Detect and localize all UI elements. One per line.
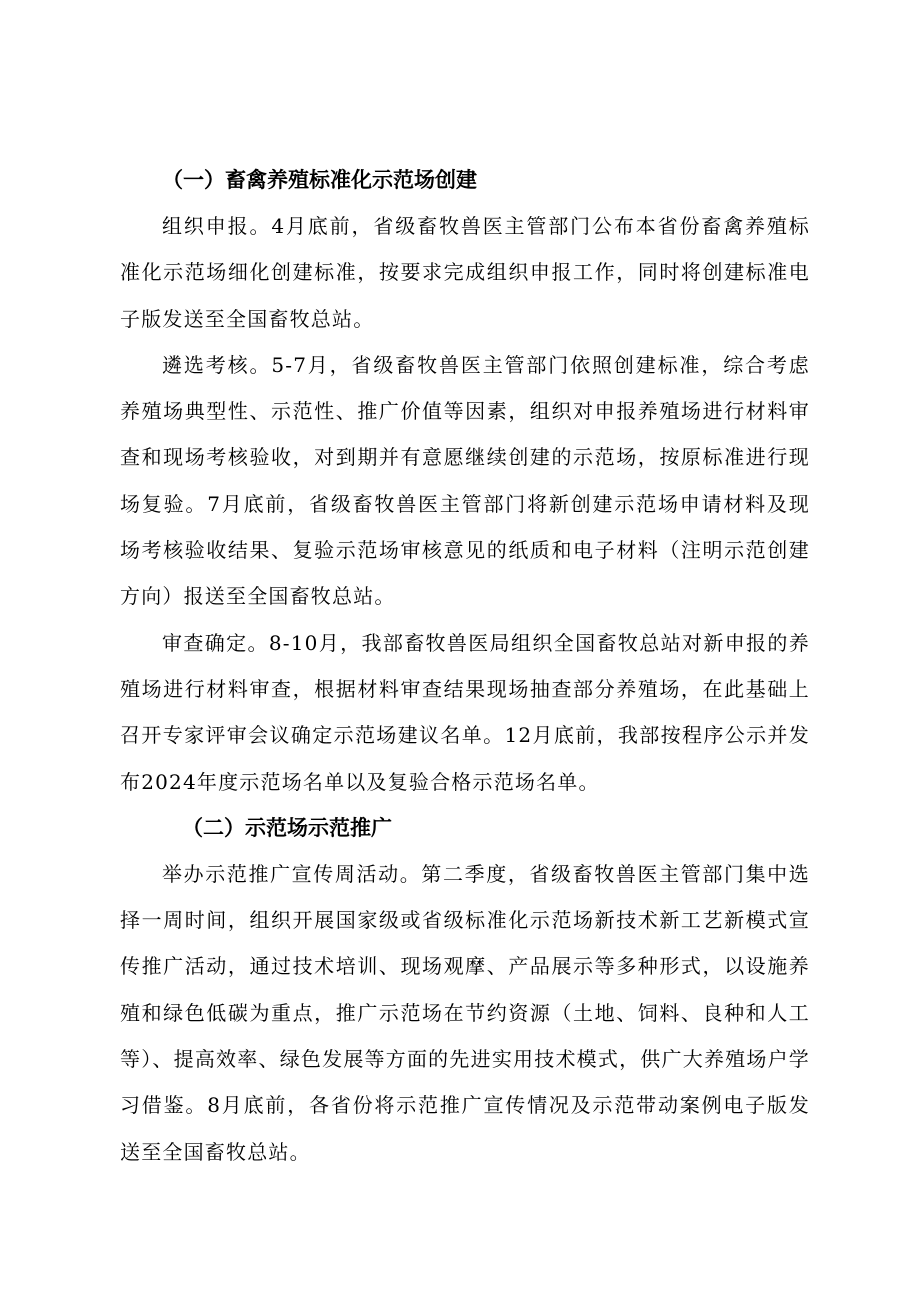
- paragraph-review-confirmation: 审查确定。8-10月，我部畜牧兽医局组织全国畜牧总站对新申报的养殖场进行材料审查，根据材料审查结果现场抽查部分养殖场，在此基础上召开专家评审会议确定示范场建议名单。12月底前，我部按程序公示并发布2024年度示范场名单以及复验合格示范场名单。: [120, 630, 810, 794]
- section-heading-2: （二）示范场示范推广: [182, 815, 392, 840]
- document-body: [120, 157, 810, 1175]
- section-heading-1: （一）畜禽养殖标准化示范场创建: [162, 168, 477, 192]
- paragraph-organize-application: 组织申报。4月底前，省级畜牧兽医主管部门公布本省份畜禽养殖标准化示范场细化创建标准，按要求完成组织申报工作，同时将创建标准电子版发送至全国畜牧总站。: [120, 214, 810, 331]
- paragraph-selection-assessment: 遴选考核。5-7月，省级畜牧兽医主管部门依照创建标准，综合考虑养殖场典型性、示范性、推广价值等因素，组织对申报养殖场进行材料审查和现场考核验收，对到期并有意愿继续创建的示范场，按原标准进行现场复验。7月底前，省级畜牧兽医主管部门将新创建示范场申请材料及现场考核验收结果、复验示范场审核意见的纸质和电子材料（注明示范创建方向）报送至全国畜牧总站。: [120, 352, 810, 609]
- paragraph-promotion-week: 举办示范推广宣传周活动。第二季度，省级畜牧兽医主管部门集中选择一周时间，组织开展国家级或省级标准化示范场新技术新工艺新模式宣传推广活动，通过技术培训、现场观摩、产品展示等多种形式，以设施养殖和绿色低碳为重点，推广示范场在节约资源（土地、饲料、良种和人工等）、提高效率、绿色发展等方面的先进实用技术模式，供广大养殖场户学习借鉴。8月底前，各省份将示范推广宣传情况及示范带动案例电子版发送至全国畜牧总站。: [120, 861, 810, 1164]
